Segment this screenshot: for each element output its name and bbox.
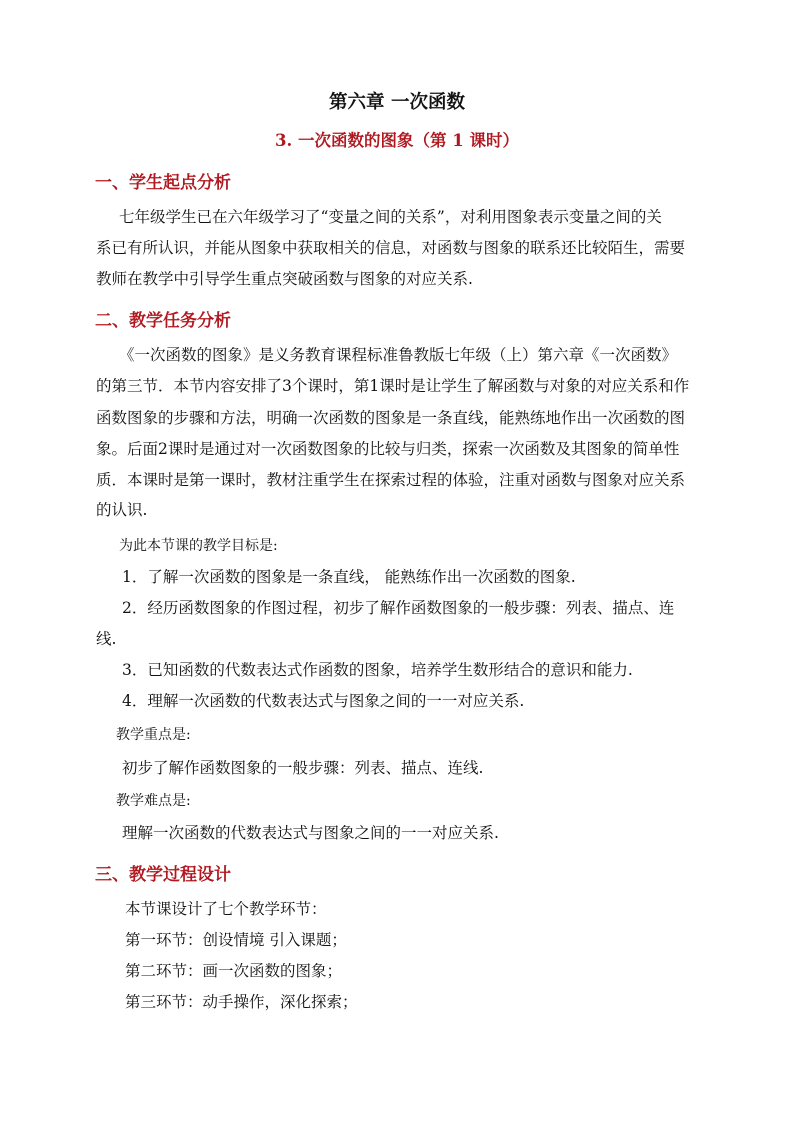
paragraph-line: 本节课设计了七个教学环节： [125, 900, 327, 918]
section-heading-3: 三、教学过程设计 [95, 865, 231, 885]
difficulty-text: 理解一次函数的代数表达式与图象之间的一一对应关系. [122, 824, 499, 842]
goal-item: 4．理解一次函数的代数表达式与图象之间的一一对应关系. [122, 692, 525, 710]
paragraph-line: 第二环节：画一次函数的图象； [125, 962, 343, 980]
lesson-title: 3. 一次函数的图象（第 1 课时） [275, 131, 519, 150]
goals-intro: 为此本节课的教学目标是: [119, 538, 278, 554]
difficulty-label: 教学难点是: [116, 793, 191, 809]
paragraph-line: 七年级学生已在六年级学习了“变量之间的关系”，对利用图象表示变量之间的关 [119, 208, 662, 226]
paragraph-line: 第三环节：动手操作，深化探索； [125, 993, 358, 1011]
chapter-title: 第六章 一次函数 [329, 92, 465, 113]
paragraph-line: 的第三节．本节内容安排了3个课时，第1课时是让学生了解函数与对象的对应关系和作 [96, 377, 690, 395]
paragraph-line: 教师在教学中引导学生重点突破函数与图象的对应关系. [96, 270, 473, 288]
goal-item: 3．已知函数的代数表达式作函数的图象，培养学生数形结合的意识和能力. [122, 661, 633, 679]
goal-item: 线. [96, 630, 117, 648]
paragraph-line: 的认识. [96, 501, 148, 519]
paragraph-line: 函数图象的步骤和方法，明确一次函数的图象是一条直线，能熟练地作出一次函数的图 [96, 409, 686, 427]
goal-item: 1．了解一次函数的图象是一条直线， 能熟练作出一次函数的图象. [122, 568, 576, 586]
paragraph-line: 第一环节：创设情境 引入课题； [125, 931, 347, 949]
key-point-label: 教学重点是: [116, 727, 191, 743]
goal-item: 2．经历函数图象的作图过程，初步了解作函数图象的一般步骤：列表、描点、连 [122, 599, 675, 617]
section-heading-1: 一、学生起点分析 [95, 173, 231, 193]
paragraph-line: 《一次函数的图象》是义务教育课程标准鲁教版七年级（上）第六章《一次函数》 [119, 346, 678, 364]
key-point-text: 初步了解作函数图象的一般步骤：列表、描点、连线. [122, 759, 484, 777]
paragraph-line: 质．本课时是第一课时，教材注重学生在探索过程的体验，注重对函数与图象对应关系 [96, 471, 686, 489]
paragraph-line: 象。后面2课时是通过对一次函数图象的比较与归类，探索一次函数及其图象的简单性 [96, 440, 680, 458]
section-heading-2: 二、教学任务分析 [95, 311, 231, 331]
paragraph-line: 系已有所认识，并能从图象中获取相关的信息，对函数与图象的联系还比较陌生，需要 [96, 239, 686, 257]
